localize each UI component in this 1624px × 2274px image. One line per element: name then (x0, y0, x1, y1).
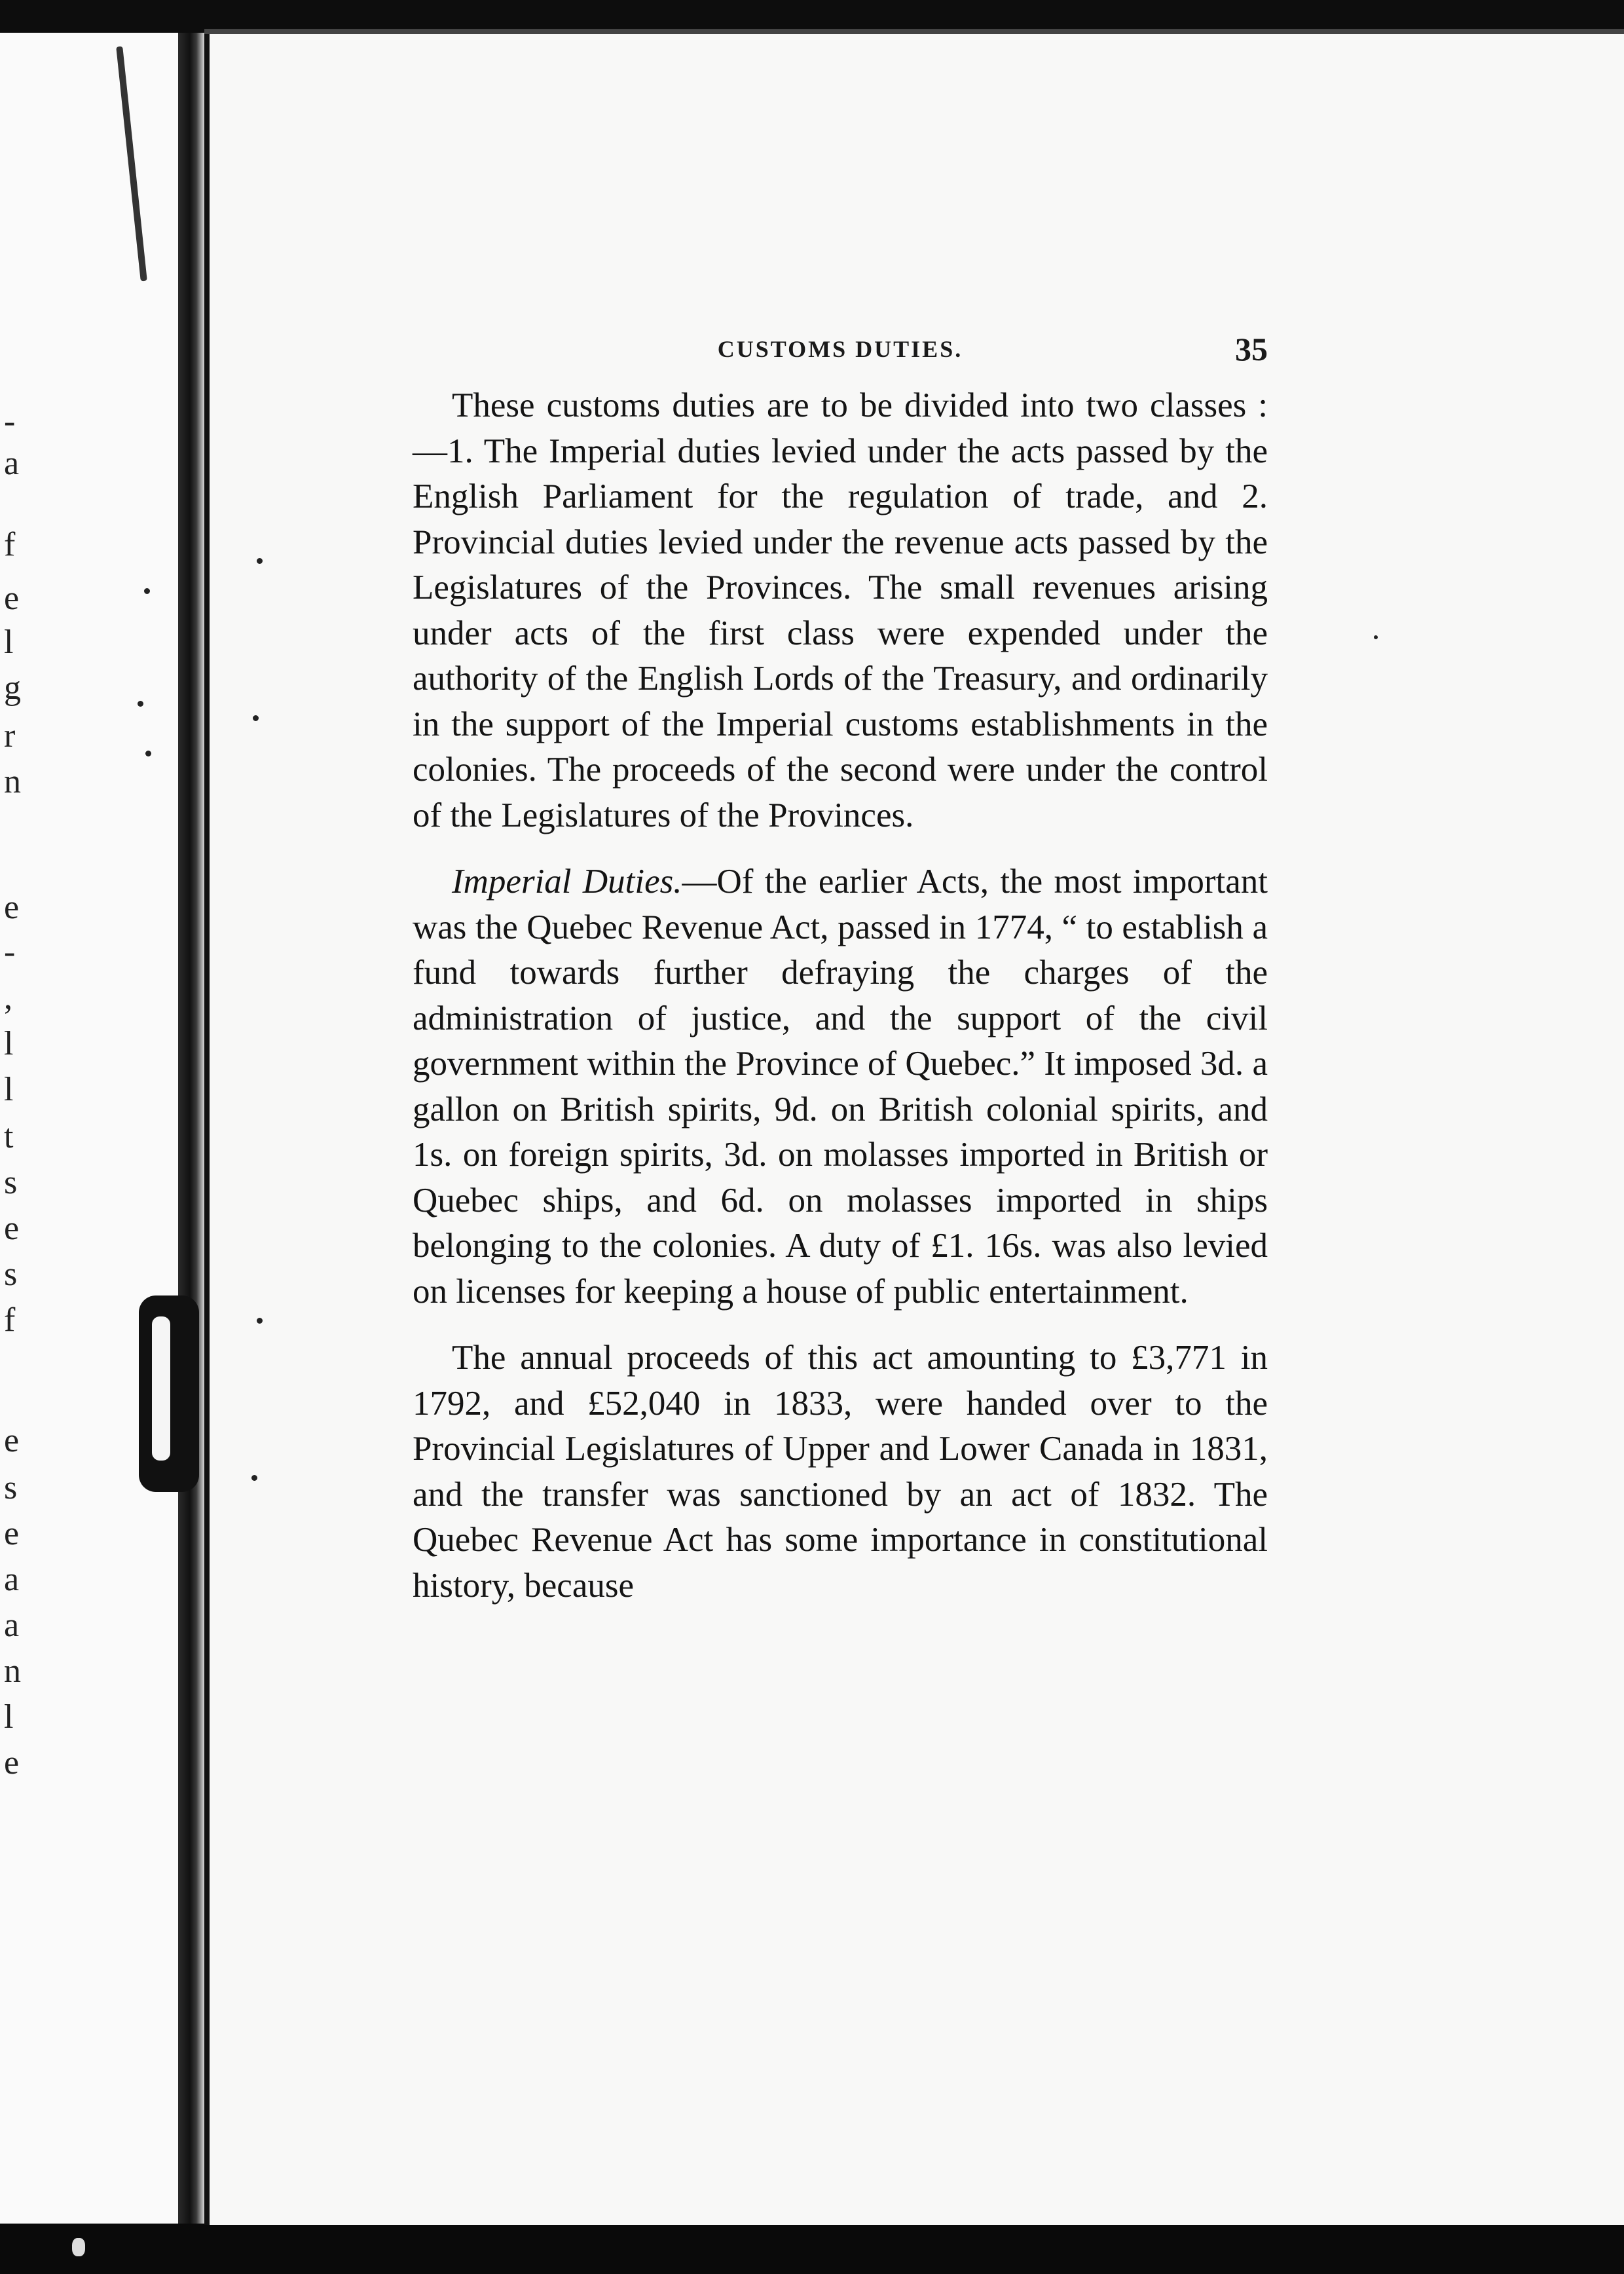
left-page-fragment: , (4, 979, 12, 1016)
left-page-fragment: l (4, 1025, 14, 1062)
left-page-fragment: e (4, 1210, 20, 1247)
left-page-fragment: f (4, 526, 16, 563)
running-head (413, 329, 1268, 368)
speck-mark (251, 1475, 257, 1481)
section-lead: Imperial Duties. (452, 863, 682, 901)
paragraph-text: —Of the earlier Acts, the most important was the Quebec Revenue Act, passed in 1774, “ to establish a fund towards further defraying the charges of the administration of justice, and the support of the civil government within the Province of Quebec.” It imposed 3d. a gallon on British spirits, 9d. on British colonial spirits, and 1s. on foreign spirits, 3d. on molasses imported in British or Quebec ships, and 6d. on molasses imported in ships belonging to the colonies. A duty of £1. 16s. was also levied on licenses for keeping a house of public entertainment. (413, 863, 1268, 1311)
left-page-fragment: a (4, 1607, 20, 1644)
left-page-fragment: t (4, 1118, 14, 1155)
running-title: CUSTOMS DUTIES. (717, 336, 963, 362)
left-page-fragment: e (4, 1744, 20, 1781)
speck-mark (1374, 635, 1378, 639)
paragraph (413, 383, 1268, 838)
speck-mark (257, 1318, 263, 1324)
left-page-fragment: s (4, 1469, 18, 1506)
paragraph-text: These customs duties are to be divided into two classes :—1. The Imperial duties levied under the acts passed by the English Parliament for the regulation of trade, and 2. Provincial duties levied under the revenue acts passed by the Legislatures of the Provinces. The small revenues arising under acts of the first class were expended under the authority of the English Lords of the Treasury, and ordinarily in the support of the Imperial customs establishments in the colonies. The proceeds of the second were under the control of the Legislatures of the Provinces. (413, 386, 1268, 834)
left-page-fragment: l (4, 1071, 14, 1108)
left-page-fragment: l (4, 1698, 14, 1736)
speck-mark (257, 558, 263, 564)
left-page-fragment: e (4, 889, 20, 926)
left-page-fragment: - (4, 933, 16, 971)
paragraph-text: The annual proceeds of this act amounting to £3,771 in 1792, and £52,040 in 1833, were handed over to the Provincial Legislatures of Upper and Lower Canada in 1831, and the transfer was sanctioned by an act of 1832. The Quebec Revenue Act has some importance in constitutional history, because (413, 1339, 1268, 1605)
page-number: 35 (1235, 331, 1268, 367)
left-page-fragment: g (4, 669, 21, 707)
left-page-fragment: s (4, 1164, 18, 1201)
left-page-fragment: a (4, 445, 20, 482)
speck-mark (145, 751, 151, 756)
speck-mark (253, 715, 259, 721)
left-page-fragment: n (4, 1652, 21, 1690)
left-page-fragment: r (4, 717, 16, 755)
left-page-fragment: e (4, 1515, 20, 1552)
body-text (413, 383, 1268, 1609)
left-page-fragment: f (4, 1301, 16, 1339)
left-page-fragment: n (4, 763, 21, 800)
scan-bottom-border (0, 2225, 1624, 2274)
speck-mark (138, 701, 143, 707)
book-gutter (178, 33, 204, 2224)
left-page-fragment: e (4, 580, 20, 617)
binding-clip-highlight (152, 1316, 170, 1461)
speck-mark (72, 2238, 85, 2256)
previous-page-edge (0, 33, 196, 2224)
left-page-fragment: a (4, 1561, 20, 1598)
scan-top-border (0, 0, 1624, 33)
paragraph (413, 1335, 1268, 1609)
left-page-fragment: e (4, 1422, 20, 1459)
left-page-fragment: - (4, 403, 16, 440)
speck-mark (144, 588, 150, 594)
paragraph (413, 859, 1268, 1314)
left-page-fragment: l (4, 624, 14, 661)
left-page-fragment: s (4, 1256, 18, 1293)
page-top-edge (204, 29, 1624, 34)
